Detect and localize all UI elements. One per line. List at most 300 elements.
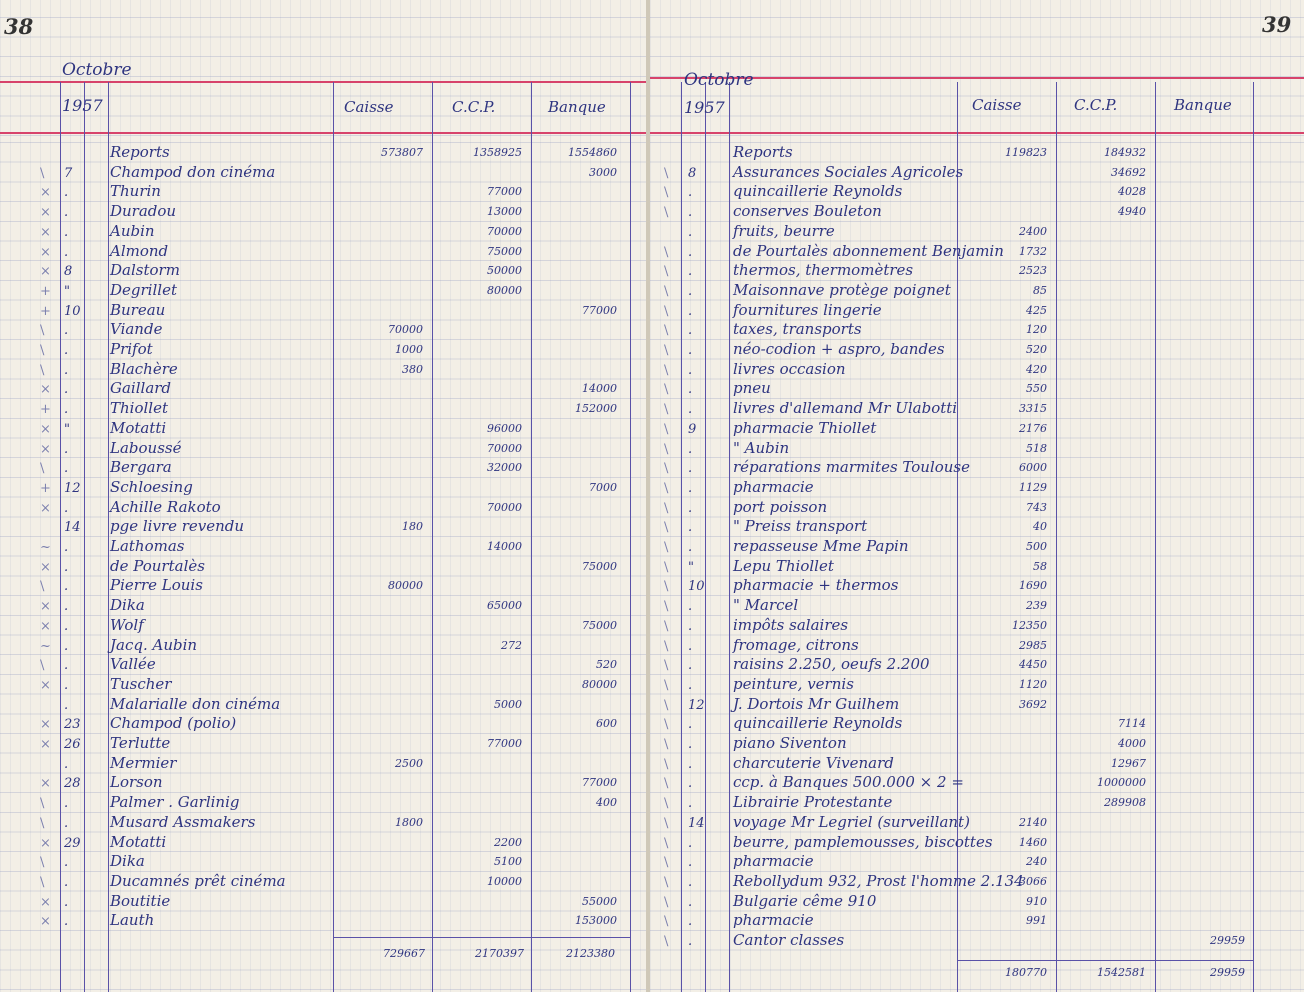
entry-day: " [64,283,70,299]
entry-caisse: 3692 [1019,697,1047,711]
entry-description: port poisson [733,497,828,516]
entry-day: . [64,815,69,831]
entry-description: Duradou [110,202,177,221]
entry-day: . [64,343,69,358]
entry-caisse: 1000 [395,343,423,356]
entry-day: . [688,402,693,418]
entry-caisse: 40 [1033,520,1047,534]
entry-day: 26 [64,737,81,752]
entry-description: Thiollet [110,399,168,418]
entry-check-mark: \ [664,815,669,831]
entry-ccp: 5000 [494,697,522,711]
entry-day: . [688,796,693,812]
entry-caisse: 240 [1026,855,1047,869]
entry-description: Blachère [110,359,178,378]
entry-ccp: 4000 [1118,737,1146,750]
entry-check-mark: × [40,382,51,398]
entry-ccp: 272 [501,638,522,652]
entry-caisse: 1690 [1019,579,1047,593]
entry-description: Palmer . Garlinig [110,793,240,812]
entry-caisse: 6000 [1019,461,1047,475]
entry-description: beurre, pamplemousses, biscottes [733,832,993,851]
entry-check-mark: \ [664,520,669,536]
entry-check-mark: \ [664,658,669,674]
entry-check-mark: \ [664,500,669,516]
entry-check-mark: \ [40,362,45,378]
total-banque-left: 2123380 [566,947,615,960]
entry-description: Reports [110,143,170,161]
entry-description: Dika [110,852,145,871]
entry-description: taxes, transports [733,320,862,339]
entry-ccp: 184932 [1104,146,1146,159]
entry-banque: 55000 [582,894,617,908]
entry-caisse: 550 [1026,382,1047,396]
rule-left-end [630,82,631,992]
year-right: 1957 [684,98,725,117]
entry-day: . [688,776,693,792]
entry-description: Almond [110,241,169,260]
entry-description: pharmacie + thermos [733,576,899,595]
entry-day: . [688,638,693,654]
entry-check-mark: × [40,677,51,693]
red-rule-header-right [650,132,1304,134]
entry-ccp: 80000 [487,283,522,297]
rule-right-desc [729,82,730,992]
entry-day: 14 [64,520,81,536]
entry-check-mark: \ [664,540,669,555]
entry-check-mark: \ [40,796,45,812]
entry-day: . [688,205,693,221]
entry-check-mark: × [40,894,51,910]
total-ccp-left: 2170397 [475,947,524,960]
entry-description: de Pourtalès [110,556,205,575]
entry-day: 29 [64,835,81,851]
month-left: Octobre [62,60,132,80]
entry-day: . [64,618,69,634]
entry-check-mark: × [40,264,51,280]
entry-check-mark: × [40,599,51,615]
entry-description: Librairie Protestante [733,793,893,812]
rule-left-margin [60,82,61,992]
entry-day: 23 [64,717,81,733]
entry-day: . [688,362,693,378]
red-rule-header-left [0,132,646,134]
year-left: 1957 [62,96,103,115]
entry-check-mark: \ [664,421,669,437]
entry-description: Wolf [110,615,144,634]
entry-description: Lathomas [110,537,185,555]
entry-day: . [64,402,69,418]
entry-check-mark: \ [40,165,45,181]
entry-check-mark: × [40,835,51,851]
entry-caisse: 119823 [1005,146,1047,159]
entry-description: Jacq. Aubin [110,635,198,654]
entry-ccp: 1358925 [473,146,522,159]
entry-day: . [688,303,693,319]
entry-day: 12 [64,480,81,496]
entry-check-mark: \ [664,796,669,812]
entry-check-mark: \ [664,914,669,930]
entry-banque: 520 [596,658,617,672]
entry-check-mark: × [40,185,51,201]
entry-description: Rebollydum 932, Prost l'homme 2.134 [733,871,1024,890]
total-caisse-right: 180770 [1005,966,1047,979]
entry-caisse: 2176 [1019,421,1047,435]
entry-caisse: 2500 [395,756,423,770]
entry-description: Terlutte [110,734,171,752]
entry-check-mark: \ [664,894,669,910]
entry-check-mark: \ [664,559,669,575]
entry-ccp: 96000 [487,421,522,435]
entry-day: 8 [688,165,697,181]
entry-check-mark: + [40,480,51,496]
entry-check-mark: \ [664,677,669,693]
entry-description: Bergara [110,458,172,477]
entry-caisse: 85 [1033,283,1047,297]
entry-day: . [688,520,693,536]
entry-check-mark: \ [664,638,669,654]
entry-caisse: 420 [1026,362,1047,376]
entry-check-mark: \ [664,185,669,201]
entry-ccp: 13000 [487,205,522,219]
entry-check-mark: \ [664,717,669,733]
entry-description: Bulgarie cême 910 [733,891,877,910]
entry-check-mark: \ [664,244,669,260]
entry-description: Assurances Sociales Agricoles [733,162,964,181]
entry-description: Viande [110,320,163,339]
entry-caisse: 2985 [1019,638,1047,652]
entry-caisse: 80000 [388,579,423,593]
entry-check-mark: × [40,618,51,634]
entry-day: . [688,874,693,890]
entry-check-mark: \ [40,461,45,477]
entry-check-mark: \ [664,934,669,949]
entry-description: conserves Bouleton [733,202,882,221]
entry-check-mark: \ [664,461,669,477]
entry-check-mark: \ [664,756,669,772]
entry-caisse: 3066 [1019,874,1047,888]
entry-description: Dika [110,596,145,615]
entry-day: . [64,382,69,398]
rule-right-end [1253,82,1254,992]
entry-description: pharmacie [733,477,814,496]
entry-day: . [64,205,69,221]
entry-caisse: 1460 [1019,835,1047,849]
entry-caisse: 518 [1026,441,1047,455]
entry-description: Malarialle don cinéma [110,694,281,713]
entry-day: . [688,244,693,260]
entry-ccp: 70000 [487,500,522,514]
entry-check-mark: \ [664,855,669,871]
entry-ccp: 77000 [487,185,522,199]
entry-description: piano Siventon [733,734,847,752]
entry-check-mark: × [40,559,51,575]
entry-ccp: 4028 [1118,185,1146,199]
entry-description: voyage Mr Legriel (surveillant) [733,812,970,831]
entry-day: . [688,343,693,358]
entry-caisse: 4450 [1019,658,1047,672]
entry-caisse: 520 [1026,343,1047,356]
entry-caisse: 910 [1026,894,1047,908]
entry-description: Thurin [110,182,161,201]
entry-ccp: 50000 [487,264,522,278]
entry-banque: 80000 [582,677,617,691]
entry-day: . [688,618,693,634]
entry-description: Champod don cinéma [110,162,276,181]
entry-check-mark: \ [40,874,45,890]
entry-day: . [688,914,693,930]
entry-day: . [64,323,69,339]
entry-check-mark: \ [664,618,669,634]
entry-banque: 1554860 [568,146,617,159]
entry-description: livres occasion [733,359,846,378]
rule-left-day [84,82,85,992]
entry-check-mark: × [40,244,51,260]
entry-description: Motatti [110,418,167,437]
entry-check-mark: \ [40,579,45,595]
entry-description: quincaillerie Reynolds [733,714,903,733]
entry-caisse: 58 [1033,559,1047,573]
entry-banque: 153000 [575,914,617,928]
entry-caisse: 70000 [388,323,423,337]
entry-day: . [688,658,693,674]
entry-check-mark: × [40,441,51,457]
entry-check-mark: × [40,205,51,221]
rule-left-caisse [333,82,334,992]
entry-description: impôts salaires [733,615,849,634]
entry-check-mark: \ [664,362,669,378]
entry-description: Motatti [110,832,167,851]
entry-description: Achille Rakoto [110,497,221,516]
entry-day: . [64,500,69,516]
entry-day: 12 [688,697,705,713]
page-number-left: 38 [4,14,34,39]
entry-description: Gaillard [110,379,172,398]
entry-description: Bureau [110,300,166,319]
entry-day: . [688,461,693,477]
entry-day: 10 [64,303,81,319]
entry-ccp: 75000 [487,244,522,258]
entry-description: de Pourtalès abonnement Benjamin [733,241,1004,260]
entry-day: . [688,480,693,496]
entry-description: néo-codion + aspro, bandes [733,340,945,358]
entry-day: . [64,599,69,615]
page-number-right: 39 [1262,12,1292,37]
entry-description: " Aubin [733,438,790,457]
entry-description: Aubin [110,221,155,240]
entry-caisse: 1800 [395,815,423,829]
entry-check-mark: + [40,303,51,319]
entry-caisse: 425 [1026,303,1047,317]
entry-day: . [64,658,69,674]
entry-description: Lorson [110,773,163,792]
entry-check-mark: \ [40,815,45,831]
entry-ccp: 34692 [1111,165,1146,179]
entry-description: fromage, citrons [733,635,859,654]
entry-day: . [688,441,693,457]
entry-description: Reports [733,143,793,161]
totals-rule-left [333,937,630,938]
entry-banque: 75000 [582,559,617,573]
entry-check-mark: + [40,283,51,299]
entry-description: Ducamnés prêt cinéma [110,871,286,890]
entry-banque: 400 [596,796,617,810]
entry-check-mark: \ [664,441,669,457]
entry-check-mark: × [40,914,51,930]
entry-day: . [64,244,69,260]
entry-ccp: 7114 [1118,717,1146,731]
entry-check-mark: × [40,737,51,752]
entry-check-mark: ~ [40,638,51,654]
entry-description: fournitures lingerie [733,300,882,319]
entry-day: . [688,283,693,299]
entry-day: . [64,441,69,457]
entry-day: . [688,737,693,752]
entry-day: . [688,323,693,339]
entry-caisse: 380 [402,362,423,376]
entry-banque: 7000 [589,480,617,494]
entry-caisse: 743 [1026,500,1047,514]
entry-description: peinture, vernis [733,674,854,693]
entry-description: pharmacie [733,911,814,930]
entry-day: . [64,362,69,378]
entry-ccp: 5100 [494,855,522,869]
entry-caisse: 573807 [381,146,423,159]
entry-day: . [64,874,69,890]
entry-check-mark: \ [664,264,669,280]
entry-description: Pierre Louis [110,576,203,595]
entry-check-mark: \ [664,835,669,851]
entry-caisse: 239 [1026,599,1047,613]
entry-check-mark: + [40,402,51,418]
entry-description: fruits, beurre [733,221,835,240]
entry-day: 9 [688,421,697,437]
entry-description: thermos, thermomètres [733,261,914,280]
entry-day: " [64,421,70,437]
entry-description: Schloesing [110,477,193,496]
entry-description: Maisonnave protège poignet [733,280,951,299]
month-right: Octobre [684,70,754,90]
entry-description: Mermier [110,753,177,772]
entry-day: . [64,894,69,910]
rule-left-desc [108,82,109,992]
entry-day: . [688,540,693,555]
entry-day: . [688,717,693,733]
entry-check-mark: \ [664,402,669,418]
entry-day: . [64,796,69,812]
entry-ccp: 289908 [1104,796,1146,810]
rule-left-banque [531,82,532,992]
entry-banque: 75000 [582,618,617,632]
entry-description: livres d'allemand Mr Ulabotti [733,399,958,418]
entry-description: Tuscher [110,674,172,693]
entry-day: 10 [688,579,705,595]
entry-banque: 77000 [582,776,617,790]
total-caisse-left: 729667 [383,947,425,960]
entry-check-mark: \ [664,205,669,221]
entry-caisse: 180 [402,520,423,534]
entry-description: J. Dortois Mr Guilhem [733,694,900,713]
entry-day: . [688,934,693,949]
entry-day: . [64,224,69,240]
entry-ccp: 4940 [1118,205,1146,219]
entry-day: 7 [64,165,73,181]
entry-ccp: 2200 [494,835,522,849]
entry-check-mark: × [40,776,51,792]
entry-caisse: 3315 [1019,402,1047,416]
entry-description: raisins 2.250, oeufs 2.200 [733,655,930,674]
entry-ccp: 65000 [487,599,522,613]
entry-description: réparations marmites Toulouse [733,458,971,477]
entry-check-mark: \ [664,697,669,713]
entry-description: Champod (polio) [110,714,237,733]
entry-day: . [688,500,693,516]
entry-day: 28 [64,776,81,792]
entry-description: quincaillerie Reynolds [733,182,903,201]
entry-day: . [688,677,693,693]
entry-ccp: 70000 [487,441,522,455]
entry-ccp: 32000 [487,461,522,475]
entry-day: . [64,579,69,595]
entry-description: Cantor classes [733,931,845,949]
entry-day: . [64,855,69,871]
entry-description: Lepu Thiollet [733,556,834,575]
entry-check-mark: × [40,717,51,733]
entry-banque: 14000 [582,382,617,396]
rule-right-banque [1155,82,1156,992]
entry-check-mark: \ [664,579,669,595]
entry-description: Degrillet [110,280,177,299]
entry-ccp: 1000000 [1097,776,1146,790]
entry-day: . [64,756,69,772]
entry-description: repasseuse Mme Papin [733,537,909,555]
entry-check-mark: \ [664,480,669,496]
entry-caisse: 1732 [1019,244,1047,258]
entry-day: . [688,855,693,871]
entry-day: . [64,461,69,477]
entry-ccp: 14000 [487,540,522,553]
entry-caisse: 2140 [1019,815,1047,829]
entry-caisse: 500 [1026,540,1047,553]
entry-description: pharmacie [733,852,814,871]
entry-day: . [688,835,693,851]
header-caisse-right: Caisse [972,96,1022,114]
entry-check-mark: \ [664,737,669,752]
entry-banque: 152000 [575,402,617,416]
entry-check-mark: \ [40,658,45,674]
entry-banque: 3000 [589,165,617,179]
entry-banque: 29959 [1210,934,1245,947]
entry-description: Prifot [110,340,153,358]
entry-check-mark: × [40,421,51,437]
entry-day: . [64,559,69,575]
header-banque-left: Banque [548,98,606,116]
header-caisse-left: Caisse [344,98,394,116]
total-banque-right: 29959 [1210,966,1245,979]
entry-check-mark: \ [40,343,45,358]
totals-rule-right [957,960,1253,961]
entry-check-mark: \ [664,874,669,890]
entry-day: . [688,224,693,240]
entry-ccp: 77000 [487,737,522,750]
entry-description: pharmacie Thiollet [733,418,877,437]
entry-description: " Marcel [733,596,799,615]
entry-caisse: 2523 [1019,264,1047,278]
entry-day: . [688,264,693,280]
entry-day: . [64,185,69,201]
red-rule-top-left [0,81,646,83]
entry-day: . [688,382,693,398]
